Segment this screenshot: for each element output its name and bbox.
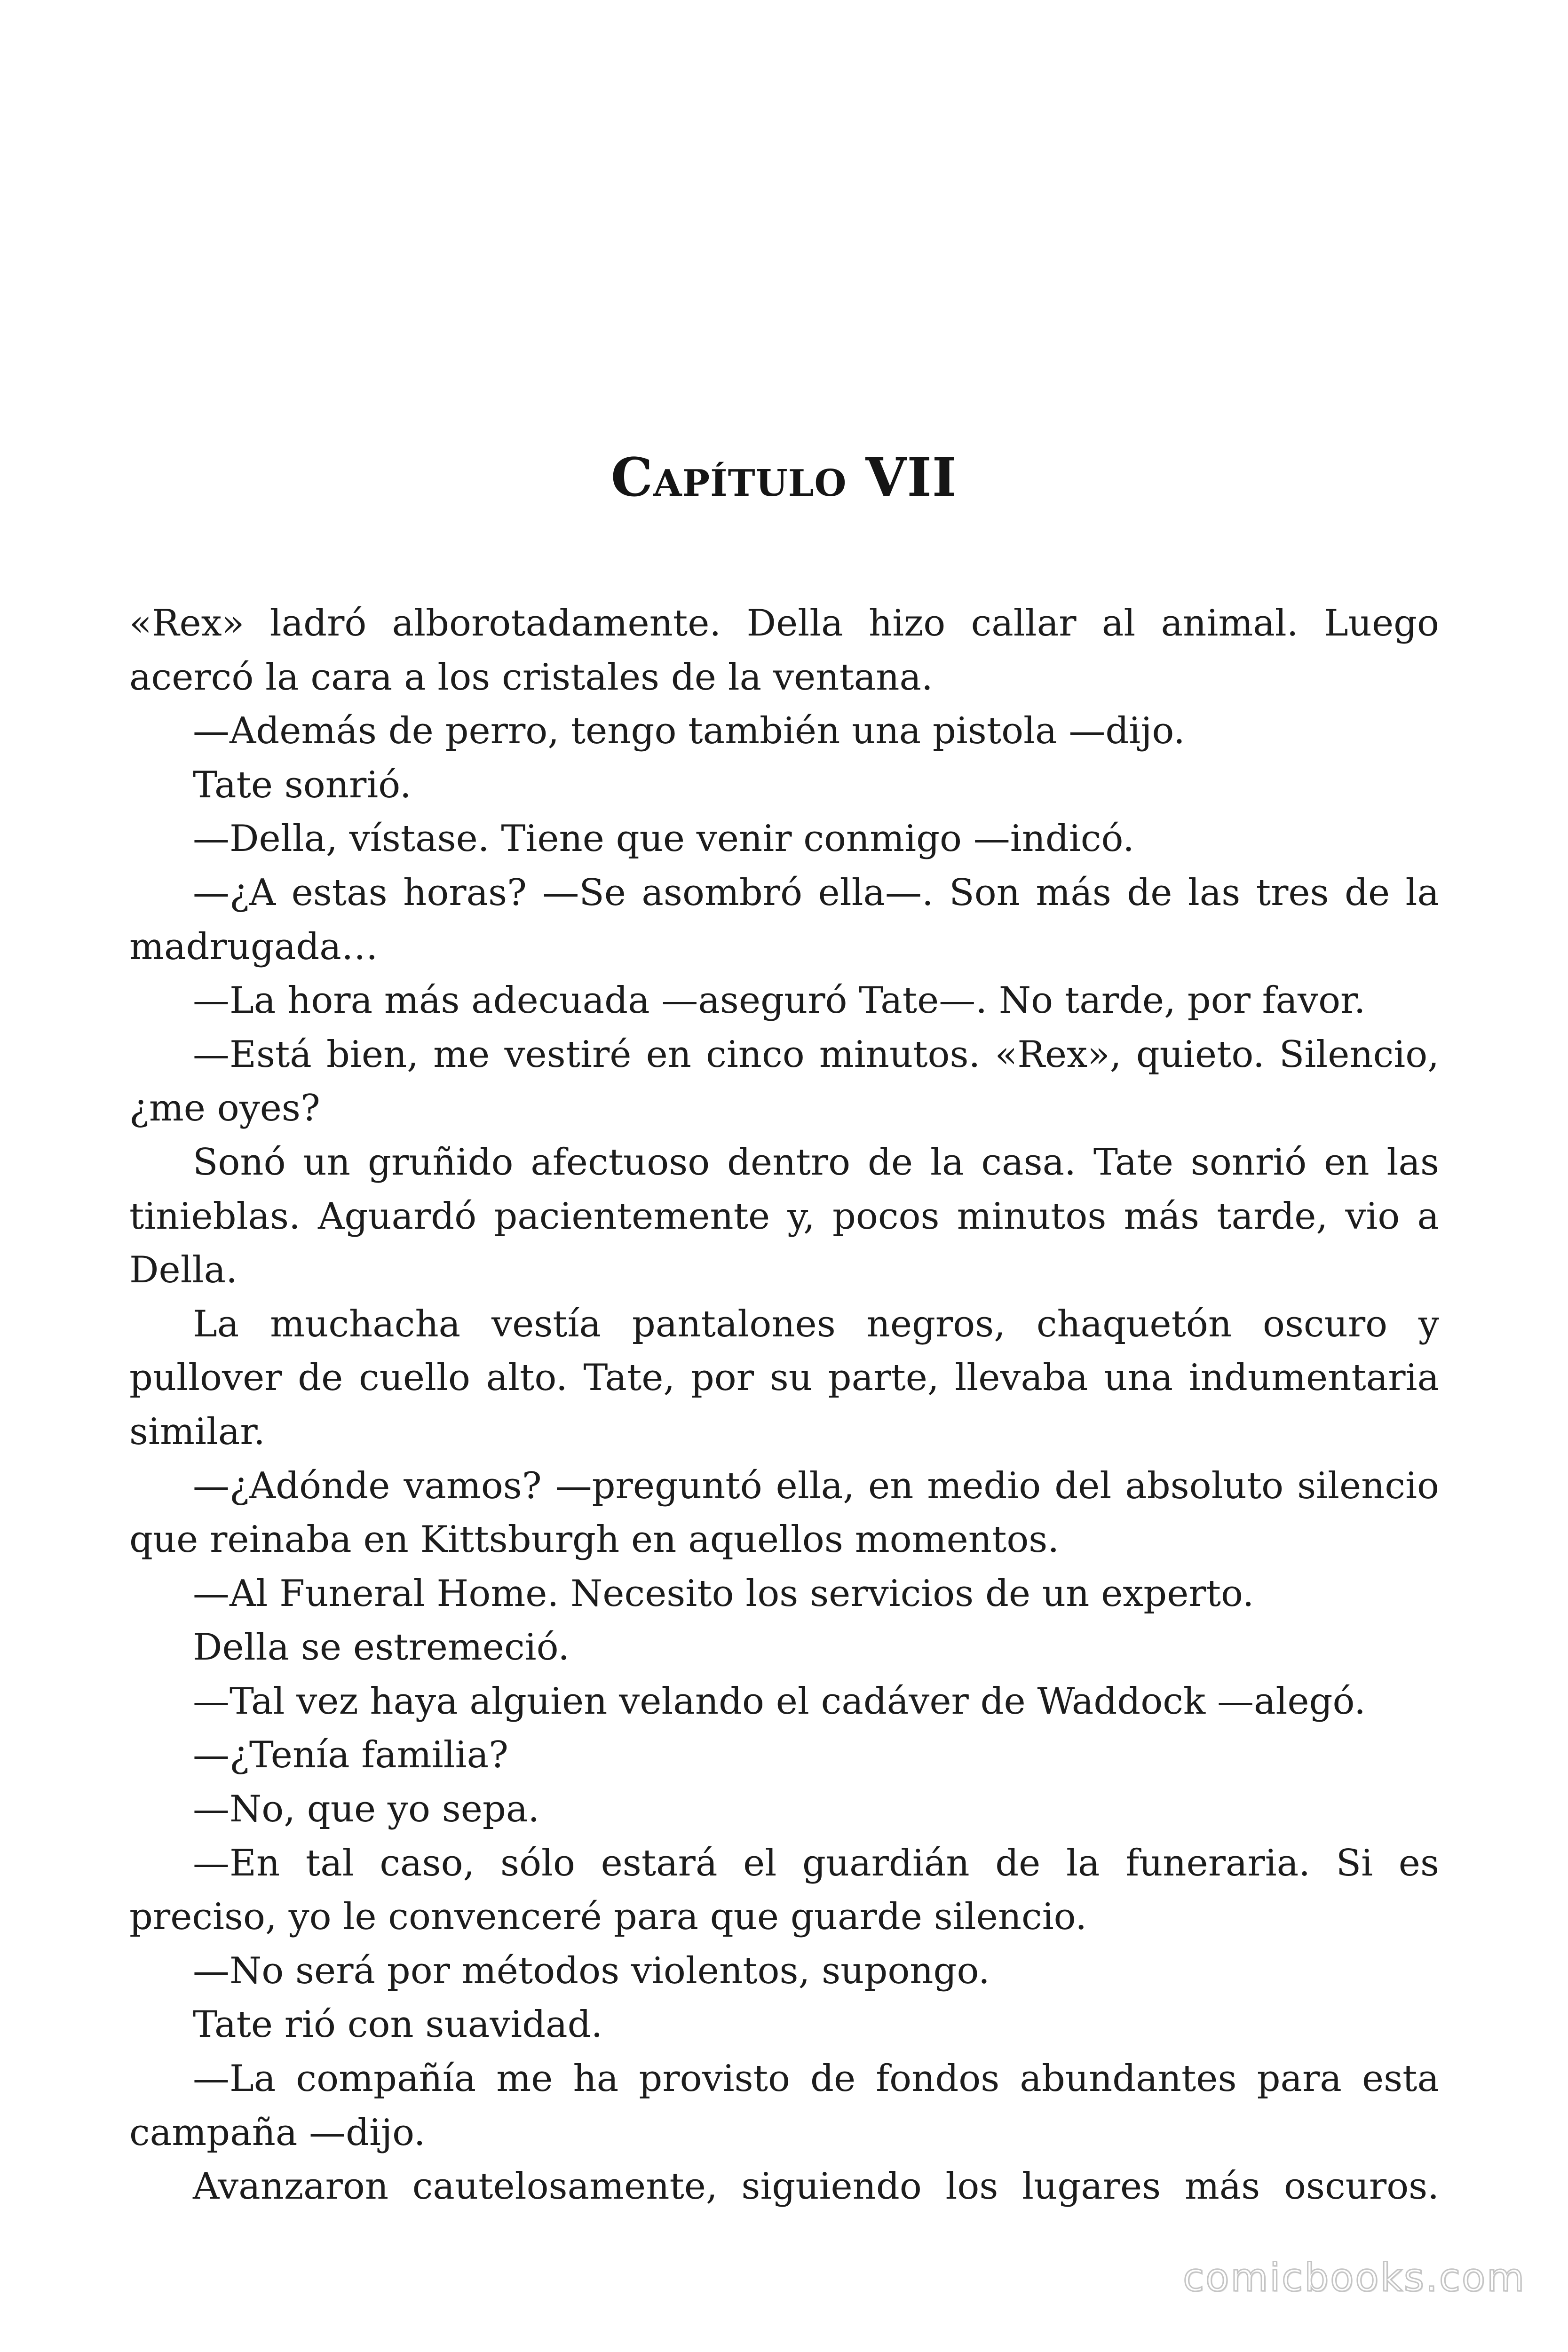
paragraph: Sonó un gruñido afectuoso dentro de la casa. Tate sonrió en las tinieblas. Aguardó pacientemente y, pocos minutos más tarde, vio a Della. xyxy=(129,1141,1439,1292)
paragraph: —¿Adónde vamos? —preguntó ella, en medio del absoluto silencio que reinaba en Kittsburgh en aquellos momentos. xyxy=(129,1464,1439,1561)
paragraph: —La hora más adecuada —aseguró Tate—. No tarde, por favor. xyxy=(193,979,1366,1022)
paragraph: Tate rió con suavidad. xyxy=(193,2003,603,2046)
watermark-logo: comicbooks.com xyxy=(1183,2256,1526,2300)
paragraph: «Rex» ladró alborotadamente. Della hizo callar al animal. Luego acercó la cara a los cristales de la ventana. xyxy=(129,602,1439,699)
paragraph: —Al Funeral Home. Necesito los servicios de un experto. xyxy=(193,1572,1254,1615)
chapter-body xyxy=(129,596,1439,2214)
paragraph: —No, que yo sepa. xyxy=(193,1788,540,1831)
paragraph: La muchacha vestía pantalones negros, chaquetón oscuro y pullover de cuello alto. Tate, por su parte, llevaba una indumentaria similar. xyxy=(129,1303,1439,1453)
paragraph: —La compañía me ha provisto de fondos abundantes para esta campaña —dijo. xyxy=(129,2058,1439,2154)
paragraph: —No será por métodos violentos, supongo. xyxy=(193,1949,990,1992)
paragraph: Della se estremeció. xyxy=(193,1626,570,1669)
paragraph: Tate sonrió. xyxy=(193,763,412,806)
paragraph: —¿Tenía familia? xyxy=(193,1734,508,1777)
paragraph: —Está bien, me vestiré en cinco minutos. «Rex», quieto. Silencio, ¿me oyes? xyxy=(129,1033,1439,1130)
paragraph: —Además de perro, tengo también una pistola —dijo. xyxy=(193,710,1185,753)
paragraph: —Della, vístase. Tiene que venir conmigo —indicó. xyxy=(193,818,1134,860)
paragraph: —Tal vez haya alguien velando el cadáver de Waddock —alegó. xyxy=(193,1680,1366,1723)
paragraph: —¿A estas horas? —Se asombró ella—. Son más de las tres de la madrugada… xyxy=(129,871,1439,968)
chapter-heading: Capítulo VII xyxy=(610,447,958,509)
paragraph: Avanzaron cautelosamente, siguiendo los lugares más oscuros. xyxy=(193,2165,1439,2208)
paragraph: —En tal caso, sólo estará el guardián de la funeraria. Si es preciso, yo le convenceré para que guarde silencio. xyxy=(129,1842,1439,1939)
